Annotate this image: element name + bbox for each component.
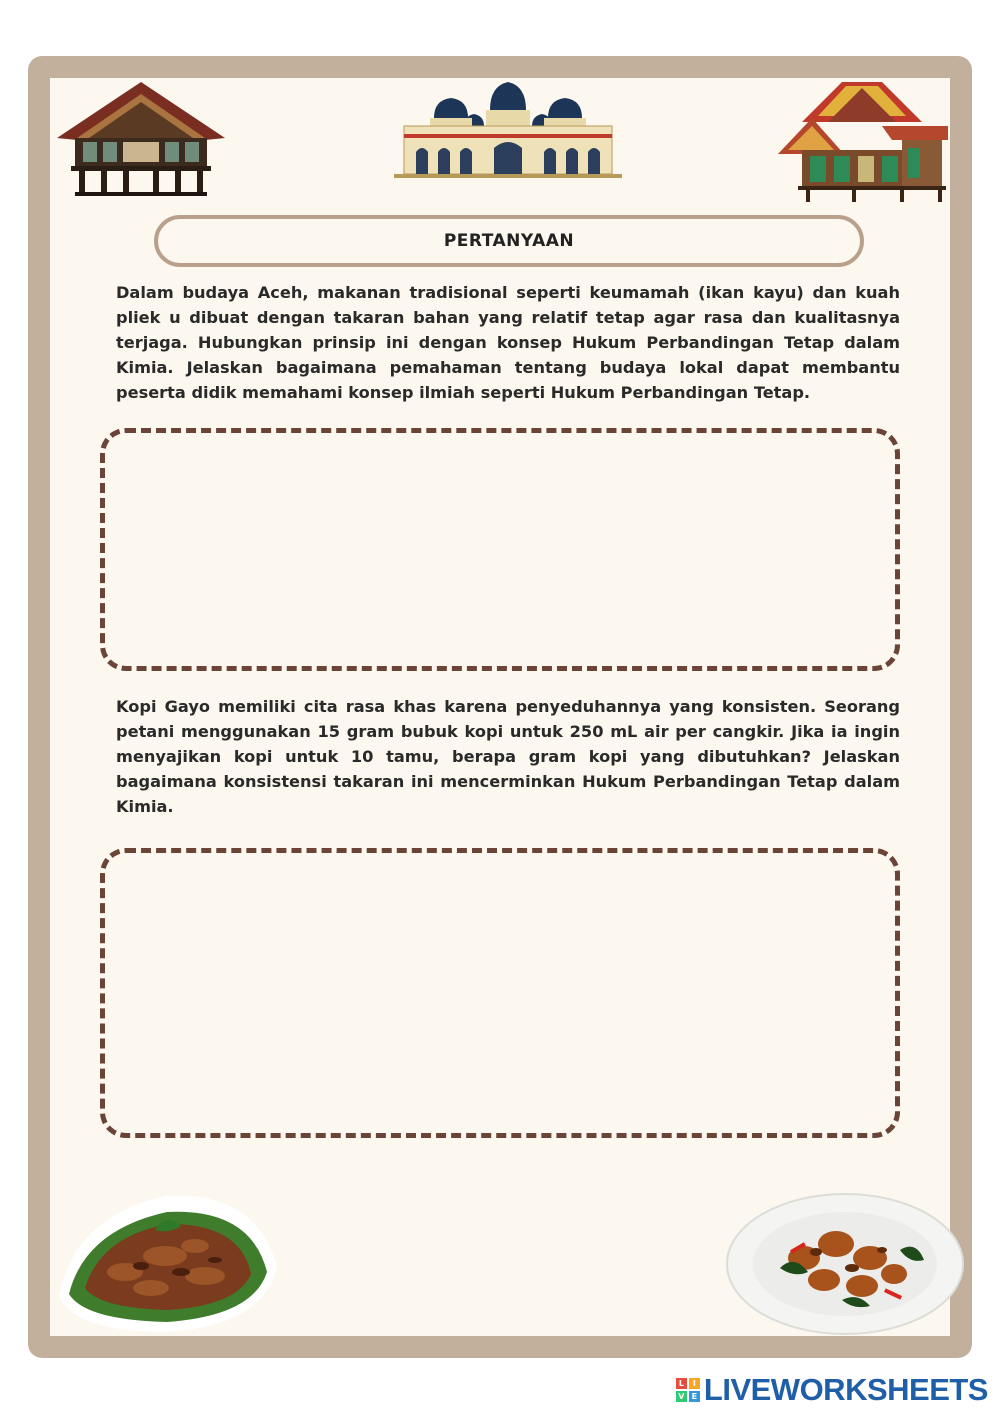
liveworksheets-grid-icon: L I V E xyxy=(676,1378,700,1402)
traditional-house-icon xyxy=(772,78,950,202)
mosque-icon xyxy=(394,78,622,180)
question-2-text: Kopi Gayo memiliki cita rasa khas karena penyeduhannya yang konsisten. Seorang petani menggunakan 15 gram bubuk kopi untuk 250 mL air per cangkir. Jika ia ingin menyajikan kopi untuk 10 tamu, berapa gram kopi yang dibutuhkan? Jelaskan bagaimana konsistensi takaran ini mencerminkan Hukum Perbandingan Tetap dalam Kimia. xyxy=(116,697,900,816)
answer-box-1[interactable] xyxy=(100,428,900,671)
rumoh-aceh-house-icon xyxy=(55,80,227,198)
section-title: PERTANYAAN xyxy=(154,215,864,267)
chicken-dish-image xyxy=(724,1188,966,1338)
answer-box-2[interactable] xyxy=(100,848,900,1138)
liveworksheets-logo xyxy=(676,1372,988,1408)
liveworksheets-brand-text: LIVEWORKSHEETS xyxy=(703,1372,988,1407)
question-1-text: Dalam budaya Aceh, makanan tradisional seperti keumamah (ikan kayu) dan kuah pliek u dibuat dengan takaran bahan yang relatif tetap agar rasa dan kualitasnya terjaga. Hubungkan prinsip ini dengan konsep Hukum Perbandingan Tetap dalam Kimia. Jelaskan bagaimana pemahaman tentang budaya lokal dapat membantu peserta didik memahami konsep ilmiah seperti Hukum Perbandingan Tetap. xyxy=(116,283,900,402)
keumamah-dish-image xyxy=(55,1176,281,1336)
